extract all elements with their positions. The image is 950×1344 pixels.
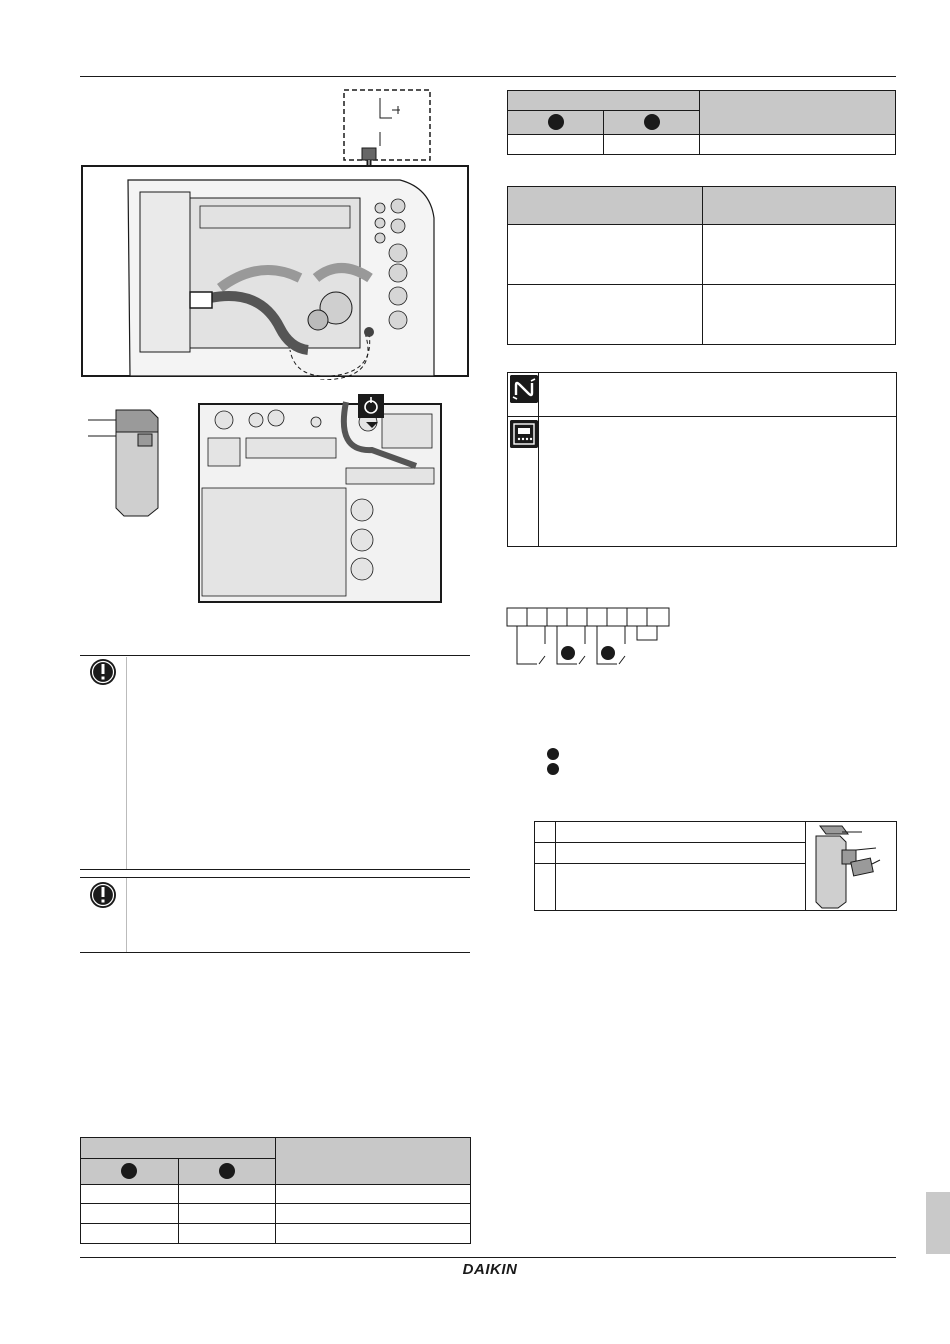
info-box-divider-h (507, 416, 896, 417)
key-desc-cell (556, 864, 806, 911)
note2-separator (126, 878, 127, 952)
key-cell (535, 864, 556, 911)
header-cell (703, 187, 896, 225)
table-cell (508, 285, 703, 345)
note1-separator (126, 657, 127, 869)
info-box (507, 372, 897, 547)
terminal-marker-icon (644, 114, 660, 130)
header-rule (80, 76, 896, 77)
header-cell (81, 1138, 276, 1159)
switch-box-illustration (88, 402, 168, 522)
power-wiring-icon (510, 375, 538, 403)
table-cell (178, 1185, 276, 1204)
header-cell-terminal-2 (178, 1159, 276, 1185)
terminal-strip-diagram (505, 606, 675, 668)
note1-top-rule (80, 655, 470, 656)
key-table (534, 821, 897, 911)
terminal-marker-icon (121, 1163, 137, 1179)
pcb-illustration (196, 392, 446, 606)
table-cell (276, 1185, 471, 1204)
table-cell (81, 1204, 179, 1224)
terminal-marker-icon (219, 1163, 235, 1179)
key-image-cell (806, 822, 897, 911)
header-cell (508, 91, 700, 111)
key-cell (535, 822, 556, 843)
table-cell (178, 1224, 276, 1244)
note2-top-rule (80, 877, 470, 878)
table-cell (703, 225, 896, 285)
header-cell-terminal-1 (508, 111, 604, 135)
table-cell (508, 135, 604, 155)
chapter-tab (926, 1192, 950, 1254)
table-cell (508, 225, 703, 285)
user-interface-icon (510, 420, 538, 448)
terminal-marker-icon (548, 114, 564, 130)
note1-bottom-rule (80, 869, 470, 870)
unit-wiring-illustration (80, 88, 472, 380)
key-desc-cell (556, 843, 806, 864)
key-desc-cell (556, 822, 806, 843)
exclamation-circle-icon (88, 657, 118, 687)
note2-bottom-rule (80, 952, 470, 953)
legend-marker-2-icon (547, 763, 559, 775)
table-cell (700, 135, 896, 155)
table-cell (81, 1224, 179, 1244)
exclamation-circle-icon (88, 880, 118, 910)
header-cell (276, 1138, 471, 1185)
switch-box-key-illustration (806, 822, 896, 910)
bottom-left-table (80, 1137, 471, 1244)
footer-brand: DAIKIN (462, 1261, 518, 1278)
header-cell (508, 187, 703, 225)
table-cell (604, 135, 700, 155)
legend-marker-1-icon (547, 748, 559, 760)
table-cell (81, 1185, 179, 1204)
footer-rule (80, 1257, 896, 1258)
table-cell (178, 1204, 276, 1224)
middle-right-table (507, 186, 896, 345)
table-cell (703, 285, 896, 345)
top-right-table (507, 90, 896, 155)
table-cell (276, 1224, 471, 1244)
info-box-divider-v (538, 372, 539, 547)
header-cell-terminal-2 (604, 111, 700, 135)
key-cell (535, 843, 556, 864)
header-cell (700, 91, 896, 135)
table-cell (276, 1204, 471, 1224)
header-cell-terminal-1 (81, 1159, 179, 1185)
